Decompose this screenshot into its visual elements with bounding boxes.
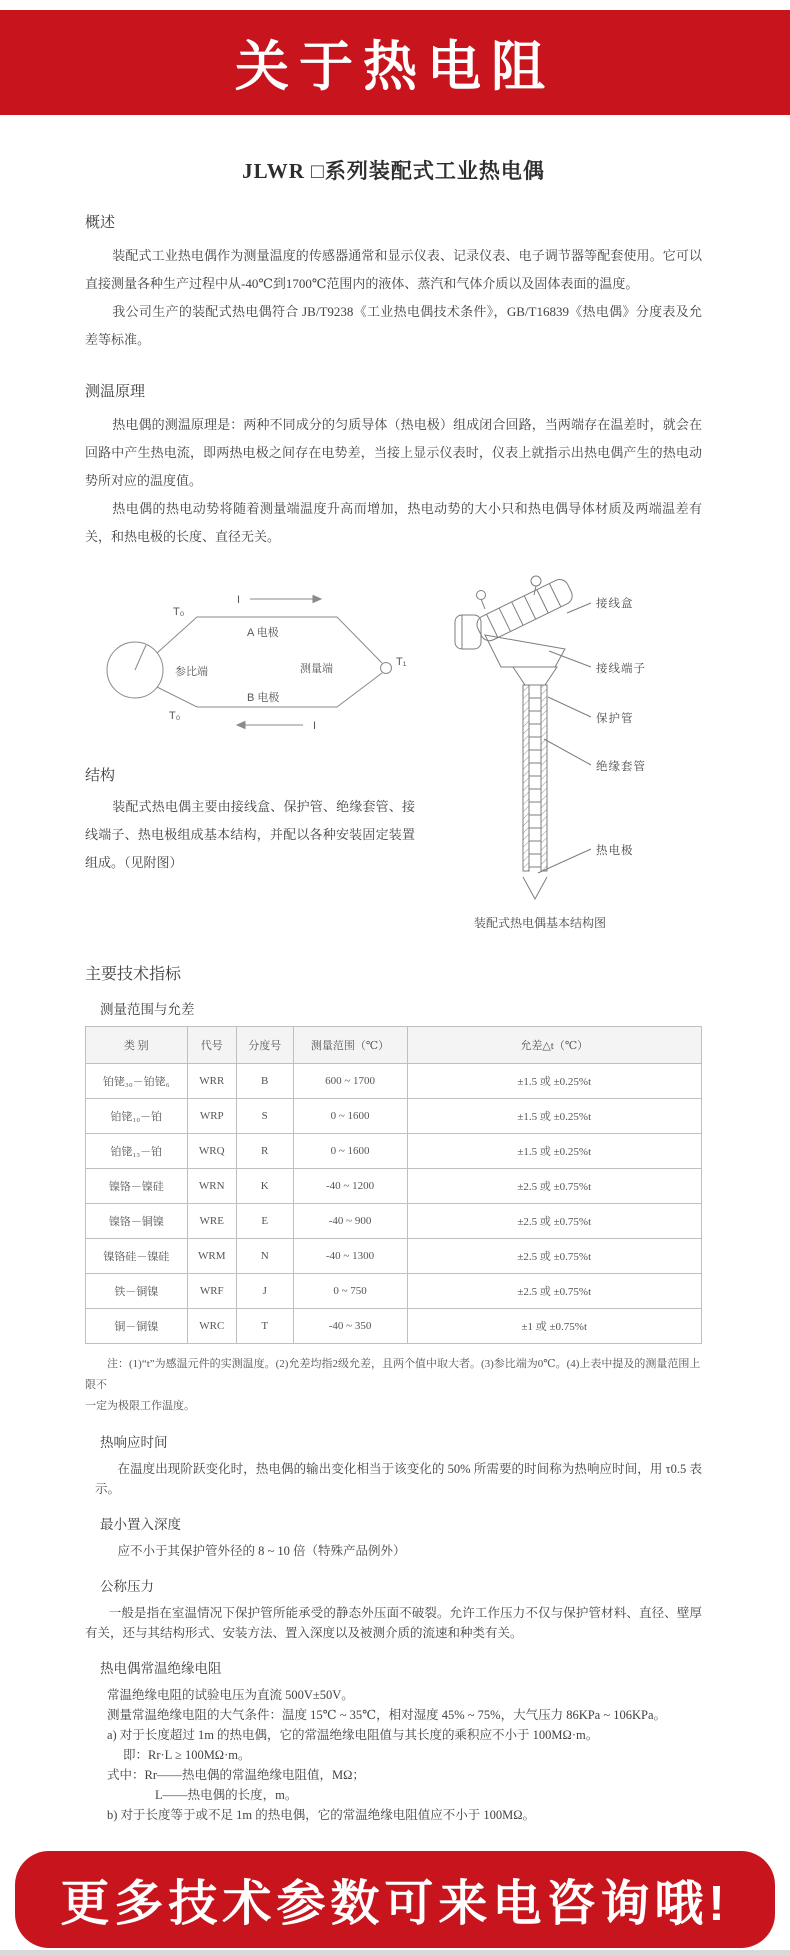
circuit-diagram-block xyxy=(85,573,415,877)
cell-range: 0 ~ 1600 xyxy=(293,1099,407,1134)
cell-tolerance: ±1 或 ±0.75%t xyxy=(407,1309,701,1344)
cell-graduation: S xyxy=(236,1099,293,1134)
figure-label-junction-box: 接线盒 xyxy=(596,598,634,610)
col-header-code: 代号 xyxy=(187,1027,236,1064)
header-banner xyxy=(0,10,790,115)
section-heading-nominal-pressure: 公称压力 xyxy=(100,1579,154,1594)
tube-wall-left xyxy=(523,685,529,871)
cell-tolerance: ±2.5 或 ±0.75%t xyxy=(407,1239,701,1274)
col-header-category: 类 别 xyxy=(86,1027,188,1064)
page-title: JLWR □系列装配式工业热电偶 xyxy=(242,159,545,183)
cell-code: WRF xyxy=(187,1274,236,1309)
assembly-figure-block xyxy=(415,573,705,931)
tube-wall-right xyxy=(541,685,547,871)
label-t1: T₁ xyxy=(396,656,407,668)
thermocouple-circuit-diagram xyxy=(85,573,415,745)
figure-caption: 装配式热电偶基本结构图 xyxy=(473,916,606,930)
cell-category: 铂铑₁₃－铂 xyxy=(86,1134,188,1169)
section-heading-structure: 结构 xyxy=(85,767,116,784)
cell-category: 镍铬－铜镍 xyxy=(86,1204,188,1239)
table-row xyxy=(86,1204,702,1239)
table-row xyxy=(86,1274,702,1309)
principle-paragraph-2: 热电偶的热电动势将随着测量端温度升高而增加，热电动势的大小只和热电偶导体材质及两端温差有关，和热电极的长度、直径无关。 xyxy=(85,501,702,544)
cell-code: WRC xyxy=(187,1309,236,1344)
cell-tolerance: ±1.5 或 ±0.25%t xyxy=(407,1134,701,1169)
cell-graduation: N xyxy=(236,1239,293,1274)
figure-label-electrode: 热电极 xyxy=(596,845,634,857)
spec-table-header-row xyxy=(86,1027,702,1064)
insulation-line-a: a) 对于长度超过 1m 的热电偶，它的常温绝缘电阻值与其长度的乘积应不小于 100MΩ·m。 xyxy=(107,1728,599,1742)
footer-banner-text: 更多技术参数可来电咨询哦! xyxy=(60,1876,730,1931)
cell-tolerance: ±2.5 或 ±0.75%t xyxy=(407,1274,701,1309)
figures-row xyxy=(85,573,702,931)
col-header-tolerance: 允差△t（℃） xyxy=(407,1027,701,1064)
cell-category: 铜－铜镍 xyxy=(86,1309,188,1344)
label-t0-top: T₀ xyxy=(173,606,185,618)
cell-tolerance: ±1.5 或 ±0.25%t xyxy=(407,1099,701,1134)
principle-paragraph-1: 热电偶的测温原理是：两种不同成分的匀质导体（热电极）组成闭合回路，当两端存在温差时，就会在回路中产生热电流，即两热电极之间存在电势差，当接上显示仪表时，仪表上就指示出热电偶产生的热电动势所对应的温度值。 xyxy=(85,417,702,488)
nominal-pressure-paragraph: 一般是指在室温情况下保护管所能承受的静态外压面不破裂。允许工作压力不仅与保护管材料、直径、壁厚有关，还与其结构形式、安装方法、置入深度以及被测介质的流速和种类有关。 xyxy=(85,1606,702,1640)
table-row xyxy=(86,1239,702,1274)
probe-tip xyxy=(523,877,547,899)
cell-range: -40 ~ 350 xyxy=(293,1309,407,1344)
table-row xyxy=(86,1099,702,1134)
table-note-line-2: 一定为极限工作温度。 xyxy=(85,1400,195,1412)
figure-label-protection-tube: 保护管 xyxy=(596,713,634,725)
leader-junction-box xyxy=(567,603,591,613)
cell-range: 0 ~ 1600 xyxy=(293,1134,407,1169)
section-heading-response-time: 热响应时间 xyxy=(100,1435,168,1450)
label-current-top: I xyxy=(237,594,241,606)
insulation-line-voltage: 常温绝缘电阻的试验电压为直流 500V±50V。 xyxy=(107,1688,354,1702)
label-t0-bottom: T₀ xyxy=(169,710,181,722)
section-heading-overview: 概述 xyxy=(85,214,116,231)
cell-tolerance: ±2.5 或 ±0.75%t xyxy=(407,1204,701,1239)
insulation-line-length: L——热电偶的长度，m。 xyxy=(155,1788,298,1802)
table-row xyxy=(86,1169,702,1204)
junction-box-drawing xyxy=(474,576,575,643)
table-row xyxy=(86,1134,702,1169)
cell-graduation: J xyxy=(236,1274,293,1309)
wire-top xyxy=(157,617,382,663)
cell-graduation: E xyxy=(236,1204,293,1239)
col-header-graduation: 分度号 xyxy=(236,1027,293,1064)
overview-paragraph-2: 我公司生产的装配式热电偶符合 JB/T9238《工业热电偶技术条件》，GB/T16839《热电偶》分度表及允差等标准。 xyxy=(85,304,702,347)
footer-banner xyxy=(15,1851,775,1948)
cap-screw-2 xyxy=(477,591,486,600)
cap-screw-1 xyxy=(531,576,541,586)
cell-category: 铂铑₁₀－铂 xyxy=(86,1099,188,1134)
insulator-rungs xyxy=(529,698,541,867)
label-electrode-a: A 电极 xyxy=(247,627,279,639)
cell-code: WRP xyxy=(187,1099,236,1134)
measure-junction-circle xyxy=(381,663,392,674)
cell-range: 0 ~ 750 xyxy=(293,1274,407,1309)
cell-range: -40 ~ 1300 xyxy=(293,1239,407,1274)
cell-category: 镍铬－镍硅 xyxy=(86,1169,188,1204)
cell-range: -40 ~ 1200 xyxy=(293,1169,407,1204)
table-row xyxy=(86,1064,702,1099)
table-note xyxy=(85,1354,702,1417)
label-electrode-b: B 电极 xyxy=(247,692,280,704)
table-title: 测量范围与允差 xyxy=(100,1002,195,1017)
cell-range: -40 ~ 900 xyxy=(293,1204,407,1239)
head-body xyxy=(485,635,565,667)
cell-graduation: R xyxy=(236,1134,293,1169)
label-current-bottom: I xyxy=(313,720,317,732)
insert-depth-paragraph: 应不小于其保护管外径的 8 ~ 10 倍（特殊产品例外） xyxy=(117,1544,406,1558)
neck xyxy=(513,667,557,685)
cell-code: WRM xyxy=(187,1239,236,1274)
response-time-paragraph: 在温度出现阶跃变化时，热电偶的输出变化相当于该变化的 50% 所需要的时间称为热响应时间，用 τ0.5 表示。 xyxy=(95,1462,702,1496)
table-row xyxy=(86,1309,702,1344)
structure-paragraph: 装配式热电偶主要由接线盒、保护管、绝缘套管、接线端子、热电极组成基本结构，并配以各种安装固定装置组成。（见附图） xyxy=(85,799,415,870)
cell-graduation: K xyxy=(236,1169,293,1204)
section-heading-insert-depth: 最小置入深度 xyxy=(100,1517,181,1532)
leader-terminal xyxy=(549,651,591,667)
cell-code: WRQ xyxy=(187,1134,236,1169)
table-note-line-1: 注：(1)“t”为感温元件的实测温度。(2)允差均指2级允差，且两个值中取大者。(3)参比端为0℃。(4)上表中提及的测量范围上限不 xyxy=(85,1358,701,1391)
insulation-line-rr: 式中：Rr——热电偶的常温绝缘电阻值，MΩ； xyxy=(107,1768,365,1782)
leader-insulation-sleeve xyxy=(544,739,591,765)
col-header-range: 测量范围（℃） xyxy=(293,1027,407,1064)
cell-graduation: B xyxy=(236,1064,293,1099)
cell-tolerance: ±2.5 或 ±0.75%t xyxy=(407,1169,701,1204)
section-heading-principle: 测温原理 xyxy=(85,383,146,400)
current-arrow-top-head xyxy=(313,596,321,603)
leader-protection-tube xyxy=(548,697,591,717)
label-measure-end: 测量端 xyxy=(300,663,333,675)
figure-label-terminal: 接线端子 xyxy=(596,663,646,675)
insulation-line-b: b) 对于长度等于或不足 1m 的热电偶，它的常温绝缘电阻值应不小于 100MΩ。 xyxy=(107,1808,536,1822)
cell-category: 镍铬硅－镍硅 xyxy=(86,1239,188,1274)
cell-tolerance: ±1.5 或 ±0.25%t xyxy=(407,1064,701,1099)
section-heading-tech: 主要技术指标 xyxy=(85,966,182,983)
section-heading-insulation: 热电偶常温绝缘电阻 xyxy=(100,1661,222,1676)
cell-code: WRE xyxy=(187,1204,236,1239)
bottom-gray-strip xyxy=(0,1950,790,1956)
label-reference-end: 参比端 xyxy=(175,666,208,678)
side-entry xyxy=(455,615,481,649)
cell-graduation: T xyxy=(236,1309,293,1344)
cell-code: WRR xyxy=(187,1064,236,1099)
current-arrow-bottom-head xyxy=(237,722,245,729)
figure-label-insulation-sleeve: 绝缘套管 xyxy=(596,761,646,773)
overview-paragraph-1: 装配式工业热电偶作为测量温度的传感器通常和显示仪表、记录仪表、电子调节器等配套使用。它可以直接测量各种生产过程中从-40℃到1700℃范围内的液体、蒸汽和气体介质以及固体表面的温度。 xyxy=(85,248,702,291)
meter-needle xyxy=(135,645,146,670)
insulation-line-formula: 即：Rr·L ≥ 100MΩ·m。 xyxy=(123,1748,251,1762)
insulation-line-conditions: 测量常温绝缘电阻的大气条件：温度 15℃ ~ 35℃，相对湿度 45% ~ 75%，大气压力 86KPa ~ 106KPa。 xyxy=(107,1708,667,1722)
document-body xyxy=(0,155,790,1825)
cell-category: 铁－铜镍 xyxy=(86,1274,188,1309)
spec-table xyxy=(85,1026,702,1344)
header-banner-text: 关于热电阻 xyxy=(235,37,555,97)
thermocouple-structure-figure xyxy=(415,573,705,905)
cell-code: WRN xyxy=(187,1169,236,1204)
cell-category: 铂铑₃₀－铂铑₆ xyxy=(86,1064,188,1099)
cell-range: 600 ~ 1700 xyxy=(293,1064,407,1099)
